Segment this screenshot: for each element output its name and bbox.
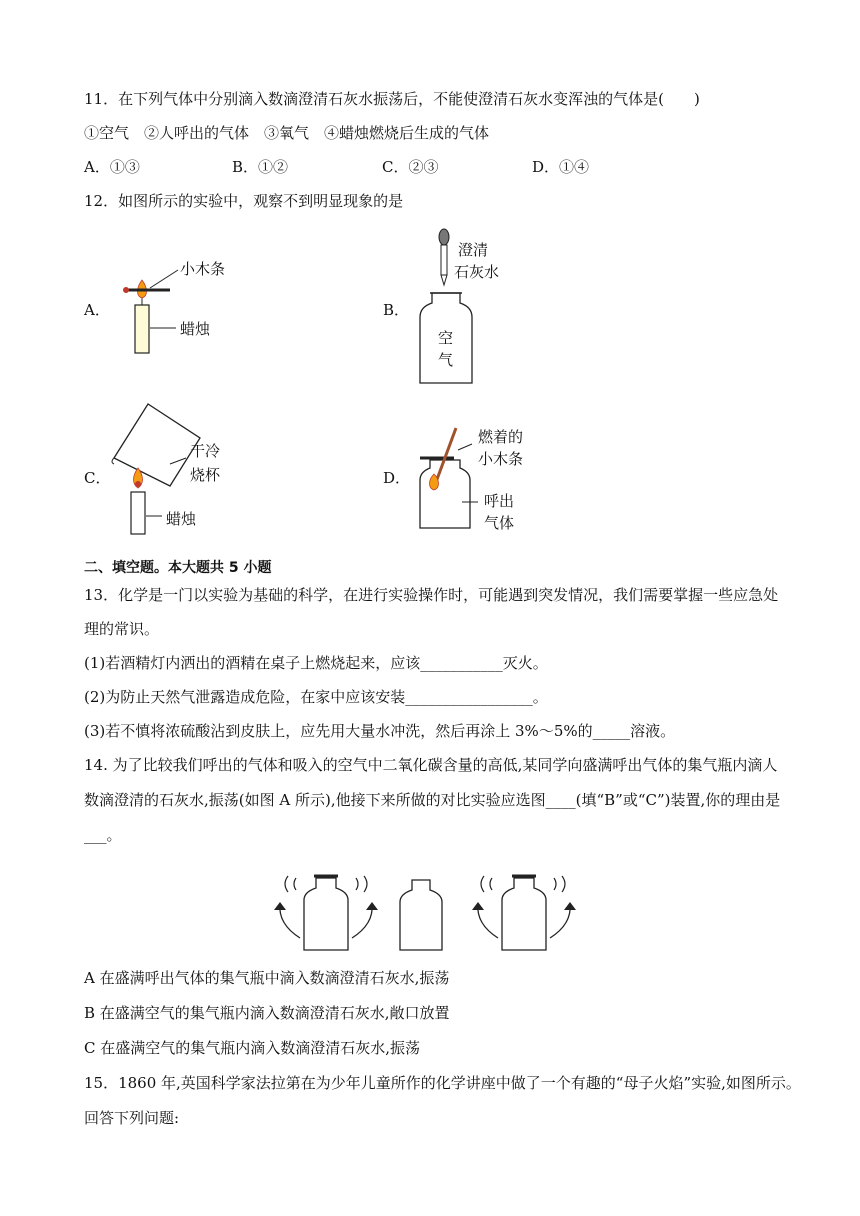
q11-stem: 11．在下列气体中分别滴入数滴澄清石灰水振荡后，不能使澄清石灰水变浑浊的气体是( ) (84, 90, 700, 108)
q14-desc-b: B 在盛满空气的集气瓶内滴入数滴澄清石灰水,敞口放置 (84, 1004, 450, 1022)
fig-d-label-burning: 燃着的 (478, 428, 524, 446)
figure-abc-bottles (260, 862, 590, 957)
fig-b-bottle-text-2: 气 (438, 351, 454, 369)
q12-option-b-letter: B． (383, 301, 410, 319)
gas-bottle (420, 460, 470, 528)
fig-d-label-stick: 小木条 (478, 450, 524, 468)
q11-option-b: B．①② (232, 158, 289, 176)
q11-option-c: C．②③ (382, 158, 439, 176)
bottle-c (472, 876, 576, 950)
bottle-a (274, 876, 378, 950)
q14-line3: ___。 (84, 826, 122, 844)
figure-d-stick-bottle (410, 420, 550, 535)
fig-c-label-candle: 蜡烛 (166, 510, 197, 528)
fig-d-label-gas: 气体 (484, 514, 515, 532)
fig-a-label-candle: 蜡烛 (180, 320, 211, 338)
fig-b-label-clear: 澄清 (458, 241, 489, 259)
section-heading: 二、填空题。本大题共 5 小题 (84, 560, 272, 576)
fig-a-label-stick: 小木条 (180, 260, 226, 278)
q15-line2: 回答下列问题: (84, 1109, 180, 1127)
figure-b-dropper-bottle (410, 225, 540, 390)
q13-sub3: (3)若不慎将浓硫酸沾到皮肤上，应先用大量水冲洗，然后再涂上 3%～5%的_____溶液。 (84, 722, 676, 740)
q13-line2: 理的常识。 (84, 620, 160, 638)
q14-line1: 14. 为了比较我们呼出的气体和吸入的空气中二氧化碳含量的高低,某同学向盛满呼出气体的集气瓶内滴人 (84, 756, 778, 774)
q11-option-a: A．①③ (84, 158, 140, 176)
q12-stem: 12．如图所示的实验中，观察不到明显现象的是 (84, 192, 404, 210)
q12-option-a-letter: A． (84, 301, 110, 319)
bottle-b (400, 880, 442, 950)
figure-c-beaker-candle (108, 398, 258, 538)
q15-line1: 15．1860 年,英国科学家法拉第在为少年儿童所作的化学讲座中做了一个有趣的“母子火焰”实验,如图所示。 (84, 1074, 801, 1092)
q14-desc-c: C 在盛满空气的集气瓶内滴入数滴澄清石灰水,振荡 (84, 1039, 421, 1057)
q14-desc-a: A 在盛满呼出气体的集气瓶中滴入数滴澄清石灰水,振荡 (84, 969, 450, 987)
fig-c-label-beaker: 烧杯 (190, 466, 221, 484)
figure-a-candle-stick (110, 250, 250, 360)
q13-line1: 13．化学是一门以实验为基础的科学，在进行实验操作时，可能遇到突发情况，我们需要掌握一些应急处 (84, 586, 779, 604)
q13-sub1: (1)若酒精灯内洒出的酒精在桌子上燃烧起来，应该___________灭火。 (84, 654, 548, 672)
candle-body (135, 305, 149, 353)
q14-line2: 数滴澄清的石灰水,振荡(如图 A 所示),他接下来所做的对比实验应选图____(填“B”或“C”)装置,你的理由是 (84, 791, 781, 809)
q12-option-d-letter: D． (383, 469, 411, 487)
inverted-beaker (114, 404, 200, 486)
dropper-bulb (439, 229, 449, 245)
q11-option-d: D．①④ (532, 158, 590, 176)
q11-items: ①空气 ②人呼出的气体 ③氧气 ④蜡烛燃烧后生成的气体 (84, 124, 490, 142)
q13-sub2: (2)为防止天然气泄露造成危险，在家中应该安装_________________。 (84, 688, 548, 706)
candle-body (131, 492, 145, 534)
fig-b-label-limewater: 石灰水 (454, 263, 500, 281)
fig-b-bottle-text-1: 空 (438, 329, 454, 347)
fig-d-label-exhaled: 呼出 (484, 492, 515, 510)
fig-c-label-dry: 干冷 (190, 442, 221, 460)
q12-option-c-letter: C． (84, 469, 111, 487)
